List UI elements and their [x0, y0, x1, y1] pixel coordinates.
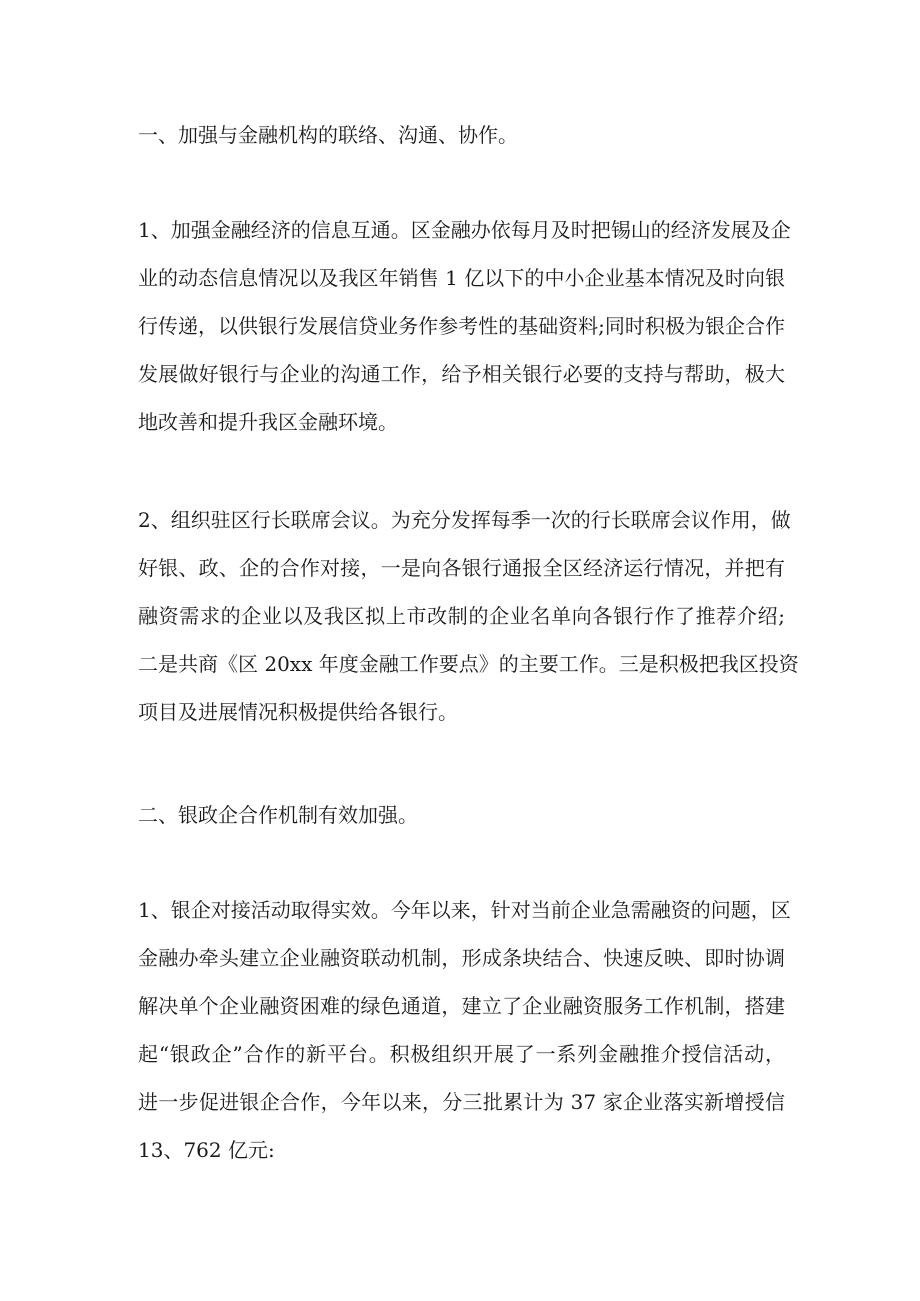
paragraph-line: 融资需求的企业以及我区拟上市改制的企业名单向各银行作了推荐介绍; [138, 604, 785, 628]
paragraph-line: 好银、政、企的合作对接，一是向各银行通报全区经济运行情况，并把有 [138, 556, 785, 580]
paragraph-line: 业的动态信息情况以及我区年销售 1 亿以下的中小企业基本情况及时向银 [138, 266, 785, 290]
paragraph-line: 发展做好银行与企业的沟通工作，给予相关银行必要的支持与帮助，极大 [138, 362, 785, 386]
section-heading-2: 二、银政企合作机制有效加强。 [138, 803, 418, 827]
paragraph-line: 解决单个企业融资困难的绿色通道，建立了企业融资服务工作机制，搭建 [138, 994, 785, 1018]
paragraph-1-1 [138, 206, 791, 446]
paragraph-line: 项目及进展情况积极提供给各银行。 [138, 700, 458, 724]
paragraph-line: 13、762 亿元: [138, 1138, 275, 1162]
paragraph-2-1 [138, 886, 791, 1174]
paragraph-line: 1、银企对接活动取得实效。今年以来，针对当前企业急需融资的问题，区 [138, 898, 791, 922]
paragraph-line: 地改善和提升我区金融环境。 [138, 410, 398, 434]
paragraph-line: 1、加强金融经济的信息互通。区金融办依每月及时把锡山的经济发展及企 [138, 218, 791, 242]
paragraph-line: 金融办牵头建立企业融资联动机制，形成条块结合、快速反映、即时协调 [138, 946, 785, 970]
paragraph-line: 2、组织驻区行长联席会议。为充分发挥每季一次的行长联席会议作用，做 [138, 508, 791, 532]
section-heading-1: 一、加强与金融机构的联络、沟通、协作。 [138, 123, 518, 147]
paragraph-line: 进一步促进银企合作，今年以来，分三批累计为 37 家企业落实新增授信 [138, 1090, 785, 1114]
paragraph-line: 二是共商《区 20xx 年度金融工作要点》的主要工作。三是积极把我区投资 [138, 652, 799, 676]
paragraph-1-2 [138, 496, 799, 736]
paragraph-line: 行传递，以供银行发展信贷业务作参考性的基础资料;同时积极为银企合作 [138, 314, 785, 338]
paragraph-line: 起“银政企”合作的新平台。积极组织开展了一系列金融推介授信活动， [138, 1042, 785, 1066]
